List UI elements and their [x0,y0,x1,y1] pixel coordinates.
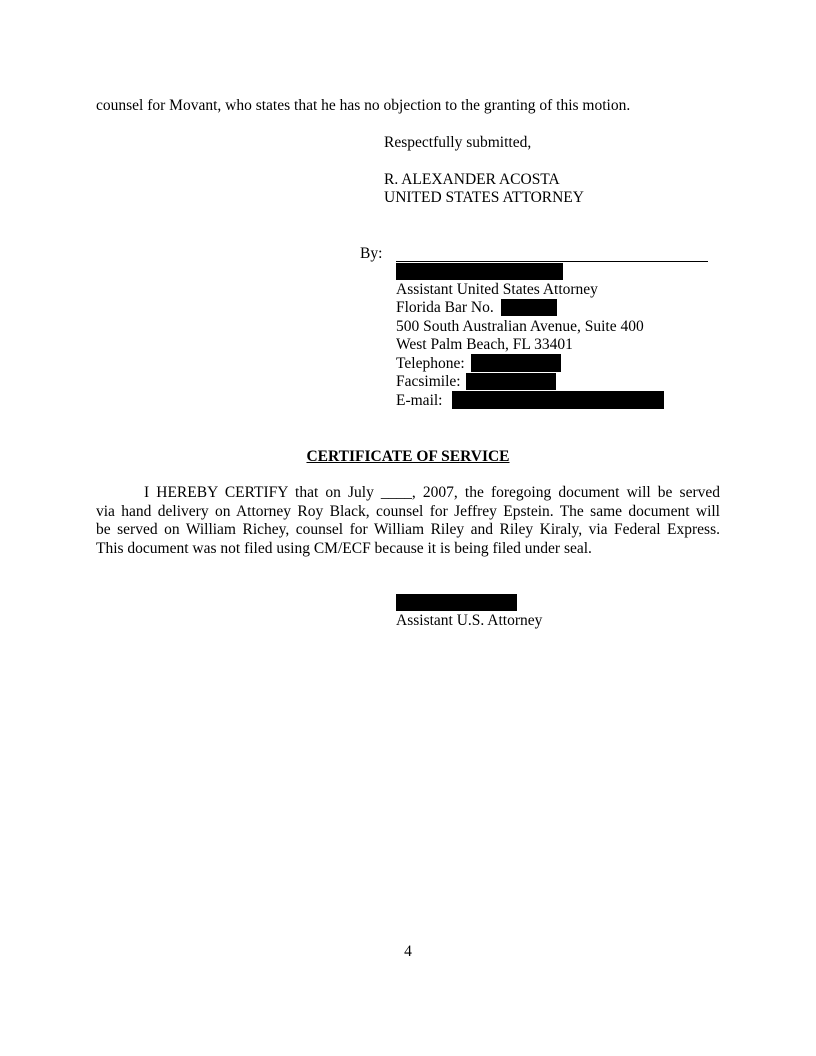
redacted-bar-number [501,299,557,316]
signer-name: R. ALEXANDER ACOSTA [384,171,560,188]
certificate-line: via hand delivery on Attorney Roy Black, counsel for Jeffrey Epstein. The same document will [96,502,720,520]
closing-text: Respectfully submitted, [384,134,532,151]
page-number: 4 [404,943,412,960]
certificate-signature-role: Assistant U.S. Attorney [396,612,543,629]
redacted-facsimile [466,373,556,390]
address-line-1: 500 South Australian Avenue, Suite 400 [396,318,644,335]
continuation-text: counsel for Movant, who states that he has no objection to the granting of this motion. [96,97,631,114]
attorney-role: Assistant United States Attorney [396,281,598,298]
redacted-email [452,391,664,409]
bar-number-label: Florida Bar No. [396,299,494,316]
telephone-label: Telephone: [396,355,465,372]
certificate-heading: CERTIFICATE OF SERVICE [306,448,510,465]
address-line-2: West Palm Beach, FL 33401 [396,336,573,353]
certificate-line [96,484,720,503]
certificate-line-text: I HEREBY CERTIFY that on July ____, 2007, the foregoing document will be served [144,484,720,501]
redacted-attorney-name [396,263,563,280]
redacted-telephone [471,354,561,372]
signature-line [396,261,708,262]
certificate-line: be served on William Richey, counsel for William Riley and Riley Kiraly, via Federal Express. [96,521,720,538]
by-label: By: [360,245,383,262]
signer-title: UNITED STATES ATTORNEY [384,189,584,206]
certificate-line: This document was not filed using CM/ECF because it is being filed under seal. [96,539,592,557]
email-label: E-mail: [396,392,443,409]
redacted-certificate-signature [396,594,517,611]
facsimile-label: Facsimile: [396,373,461,390]
certificate-body [96,484,720,558]
